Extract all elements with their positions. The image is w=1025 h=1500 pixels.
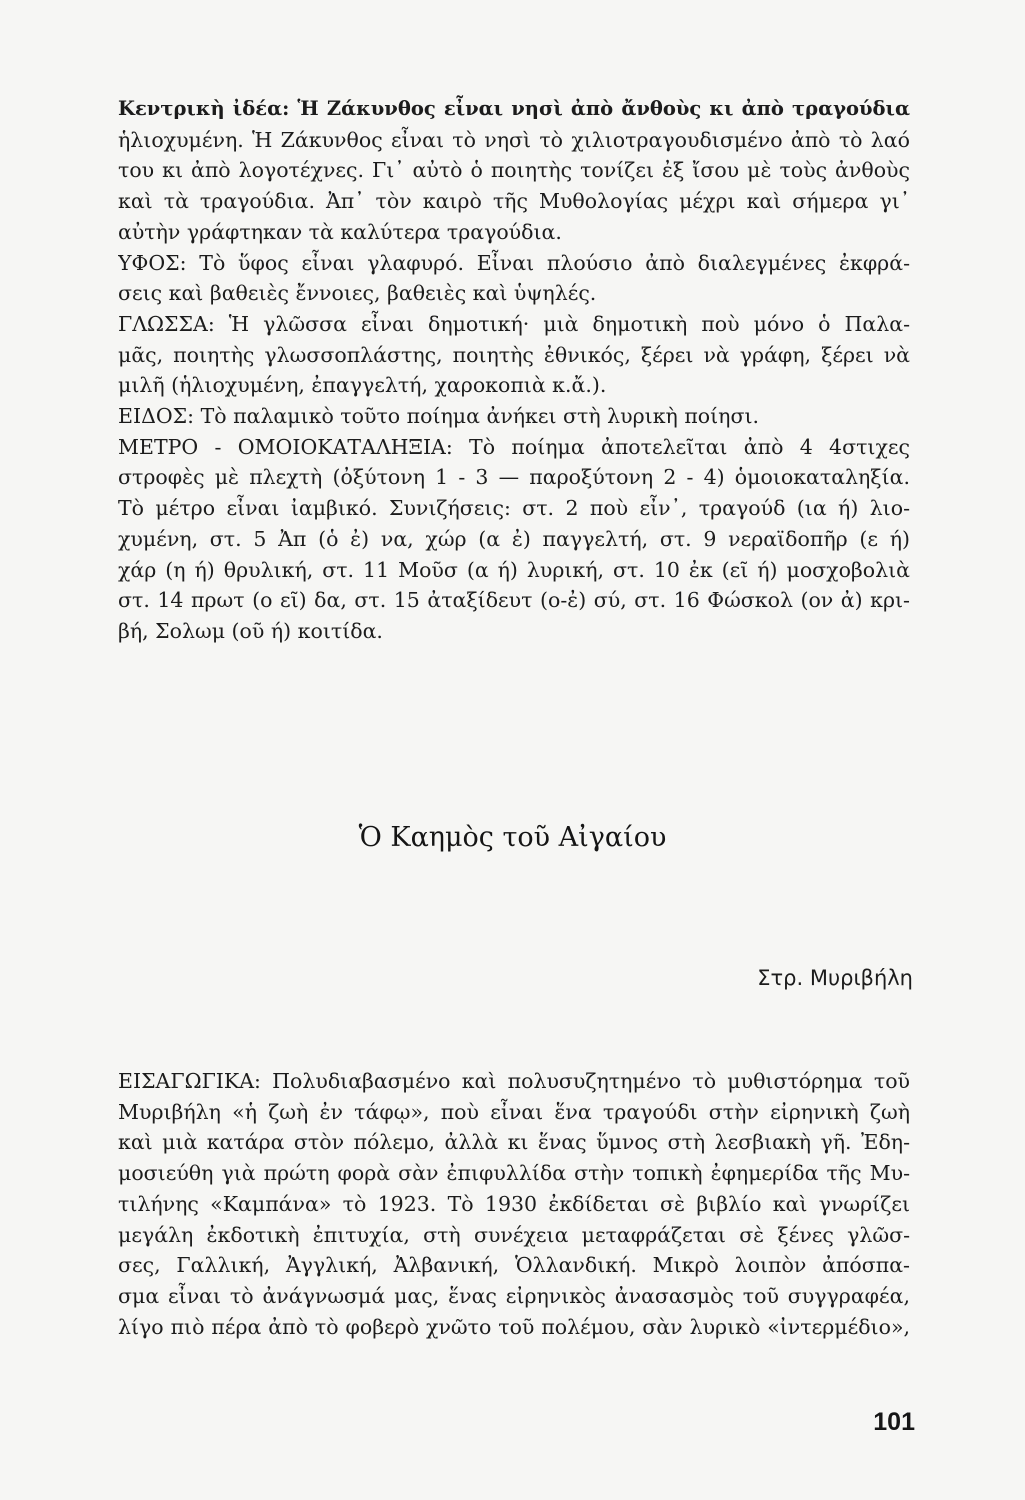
text-line: μοσιεύθη γιὰ πρώτη φορὰ σὰν ἐπιφυλλίδα στὴν τοπικὴ ἐφημερίδα τῆς Μυ-: [118, 1161, 910, 1186]
page-number: 101: [873, 1408, 915, 1436]
text-line: βή, Σολωμ (οῦ ή) κοιτίδα.: [118, 618, 383, 643]
text-line: τιλήνης «Καμπάνα» τὸ 1923. Τὸ 1930 ἐκδίδεται σὲ βιβλίο καὶ γνωρίζει: [118, 1191, 910, 1216]
text-line: μᾶς, ποιητὴς γλωσσοπλάστης, ποιητὴς ἐθνικός, ξέρει νὰ γράφη, ξέρει νὰ: [118, 342, 910, 367]
intro-section: [118, 1066, 910, 1342]
text-line: σες, Γαλλική, Ἀγγλική, Ἀλβανική, Ὁλλανδική. Μικρὸ λοιπὸν ἀπόσπα-: [118, 1253, 910, 1278]
text-line: καὶ τὰ τραγούδια. Ἀπ᾽ τὸν καιρὸ τῆς Μυθολογίας μέχρι καὶ σήμερα γι᾽: [118, 189, 910, 214]
text-line: ἡλιοχυμένη. Ἡ Ζάκυνθος εἶναι τὸ νησὶ τὸ χιλιοτραγουδισμένο ἀπὸ τὸ λαό: [118, 127, 910, 152]
text-line: ΥΦΟΣ: Τὸ ὕφος εἶναι γλαφυρό. Εἶναι πλούσιο ἀπὸ διαλεγμένες ἐκφρά-: [118, 250, 910, 275]
text-line: μεγάλη ἐκδοτικὴ ἐπιτυχία, στὴ συνέχεια μεταφράζεται σὲ ξένες γλῶσ-: [118, 1222, 910, 1247]
text-line: στροφὲς μὲ πλεχτὴ (ὀξύτονη 1 - 3 — παροξύτονη 2 - 4) ὁμοιοκαταληξία.: [118, 465, 910, 490]
text-line: λίγο πιὸ πέρα ἀπὸ τὸ φοβερὸ χνῶτο τοῦ πολέμου, σὰν λυρικὸ «ἰντερμέδιο»,: [118, 1314, 910, 1339]
text-line: σεις καὶ βαθειὲς ἔννοιες, βαθειὲς καὶ ὑψηλές.: [118, 281, 597, 306]
text-line: αὐτὴν γράφτηκαν τὰ καλύτερα τραγούδια.: [118, 219, 562, 244]
text-line: ΜΕΤΡΟ - ΟΜΟΙΟΚΑΤΑΛΗΞΙΑ: Τὸ ποίημα ἀποτελεῖται ἀπὸ 4 4στιχες: [118, 434, 910, 459]
text-line: σμα εἶναι τὸ ἀνάγνωσμά μας, ἕνας εἰρηνικὸς ἀνασασμὸς τοῦ συγγραφέα,: [118, 1283, 910, 1308]
author-name: Στρ. Μυριβήλη: [757, 966, 913, 990]
text-line: ΕΙΣΑΓΩΓΙΚΑ: Πολυδιαβασμένο καὶ πολυσυζητημένο τὸ μυθιστόρημα τοῦ: [118, 1069, 910, 1093]
section-title: Ὁ Καημὸς τοῦ Αἰγαίου: [358, 822, 667, 853]
text-line: Κεντρικὴ ἰδέα: Ἡ Ζάκυνθος εἶναι νησὶ ἀπὸ ἄνθοὺς κι ἀπὸ τραγούδια: [118, 97, 910, 120]
analysis-section: [118, 94, 910, 647]
text-line: ΕΙΔΟΣ: Τὸ παλαμικὸ τοῦτο ποίημα ἀνήκει στὴ λυρικὴ ποίησι.: [118, 404, 760, 429]
text-line: καὶ μιὰ κατάρα στὸν πόλεμο, ἀλλὰ κι ἕνας ὕμνος στὴ λεσβιακὴ γῆ. Ἐδη-: [118, 1130, 910, 1155]
text-line: του κι ἀπὸ λογοτέχνες. Γι᾽ αὐτὸ ὁ ποιητὴς τονίζει ἐξ ἴσου μὲ τοὺς ἀνθοὺς: [118, 158, 910, 183]
text-line: ΓΛΩΣΣΑ: Ἡ γλῶσσα εἶναι δημοτική· μιὰ δημοτικὴ ποὺ μόνο ὁ Παλα-: [118, 311, 910, 336]
text-line: στ. 14 πρωτ (ο εῖ) δα, στ. 15 ἀταξίδευτ (ο-ἐ) σύ, στ. 16 Φώσκολ (ον ἀ) κρι-: [118, 588, 910, 613]
text-line: χάρ (η ή) θρυλική, στ. 11 Μοῦσ (α ή) λυρική, στ. 10 ἐκ (εῖ ή) μοσχοβολιὰ: [118, 557, 910, 582]
text-line: χυμένη, στ. 5 Ἀπ (ὁ ἐ) να, χώρ (α ἐ) παγγελτή, στ. 9 νεραϊδοπῆρ (ε ή): [118, 526, 910, 551]
text-line: Μυριβήλη «ἡ ζωὴ ἐν τάφῳ», ποὺ εἶναι ἕνα τραγούδι στὴν εἰρηνικὴ ζωὴ: [118, 1099, 910, 1124]
text-line: μιλῆ (ἡλιοχυμένη, ἐπαγγελτή, χαροκοπιὰ κ.ἄ.).: [118, 373, 607, 398]
text-line: Τὸ μέτρο εἶναι ἰαμβικό. Συνιζήσεις: στ. 2 ποὺ εἶν᾽, τραγούδ (ια ή) λιο-: [118, 496, 910, 521]
